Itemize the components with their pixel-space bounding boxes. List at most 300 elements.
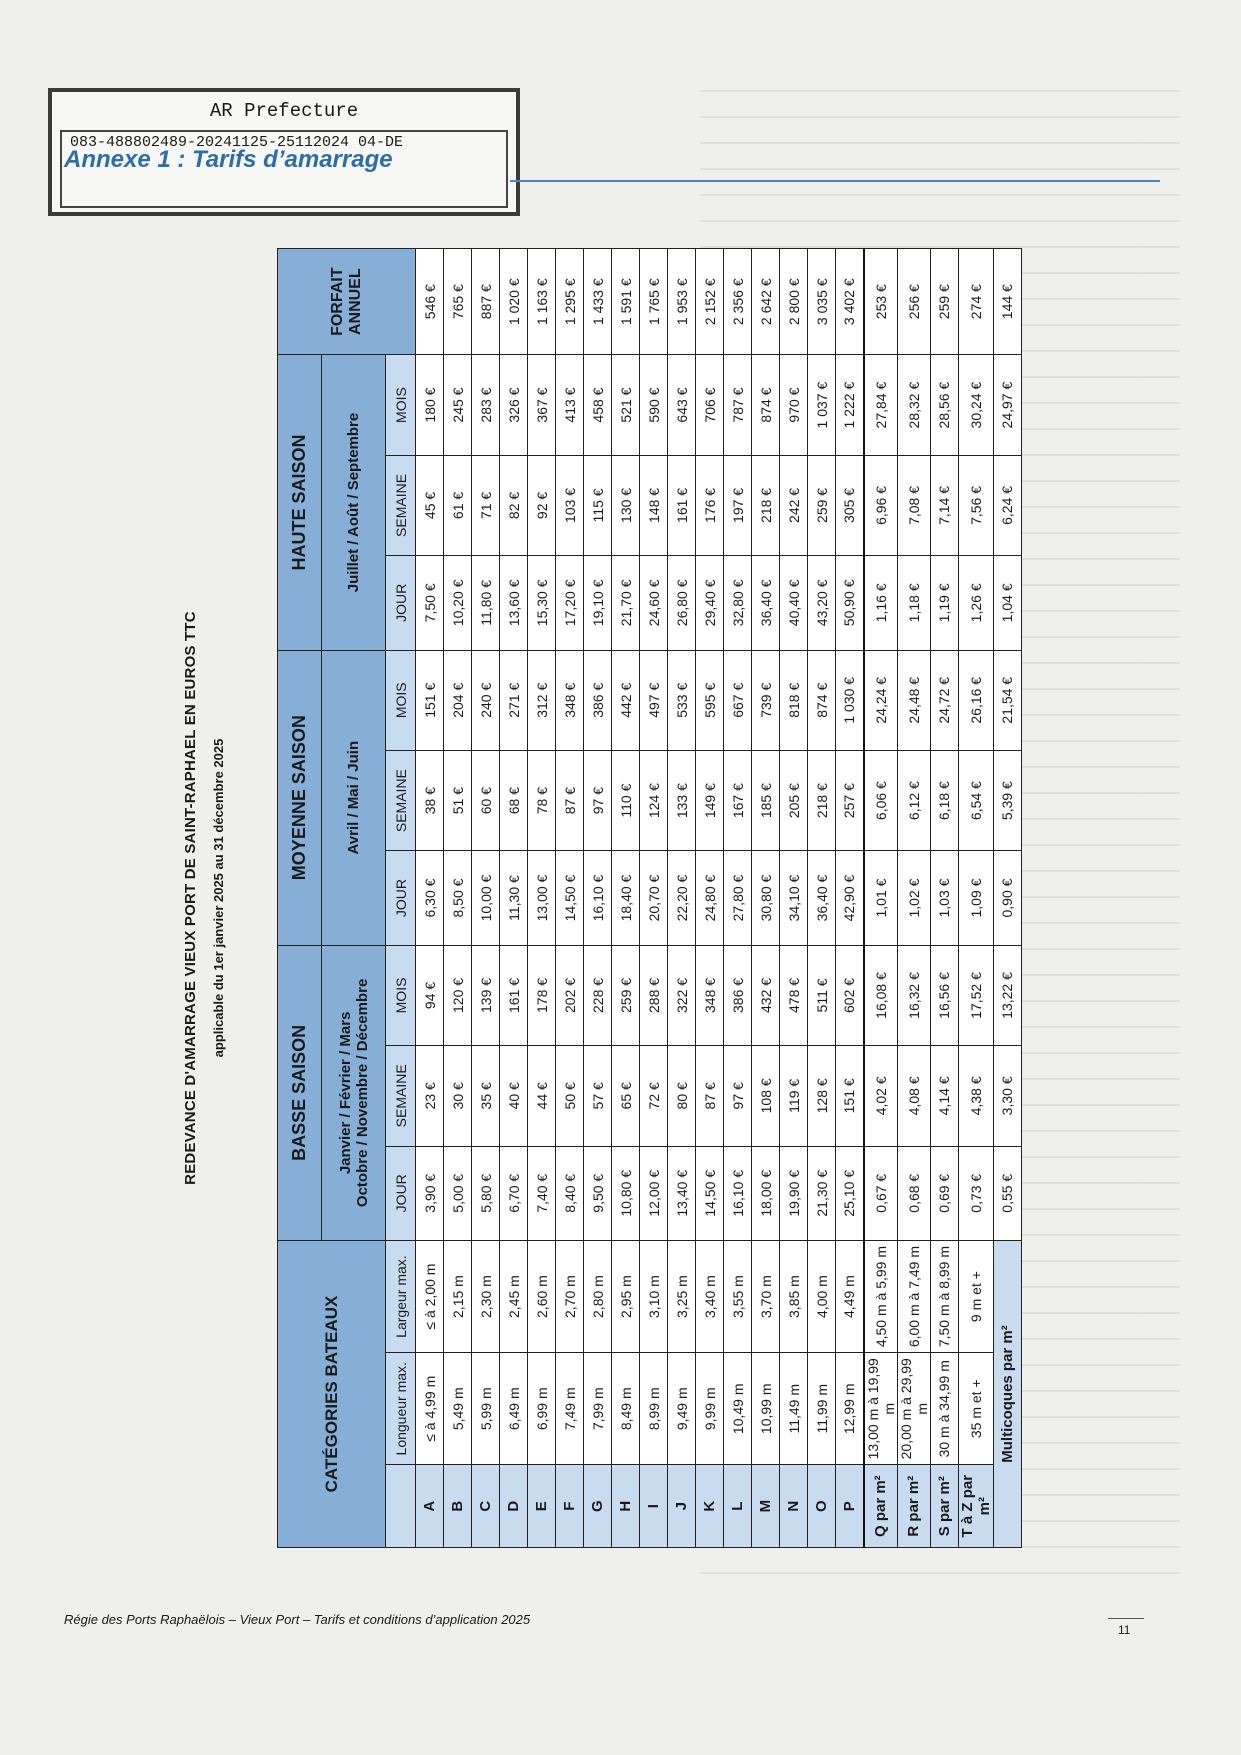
price-cell-b-sem: 40 € — [500, 1046, 528, 1146]
price-cell-h-mois: 874 € — [752, 355, 780, 455]
table-row — [584, 249, 612, 1548]
price-cell-m-sem: 6,54 € — [958, 750, 993, 850]
blank-cat-col — [386, 1465, 416, 1548]
price-cell-b-sem: 119 € — [780, 1046, 808, 1146]
longueur-cell: 9,99 m — [696, 1353, 724, 1465]
forfait-line1: FORFAIT — [328, 267, 346, 336]
price-cell-b-jour: 3,90 € — [416, 1146, 444, 1240]
price-cell-h-mois: 1 037 € — [808, 355, 836, 455]
page-number-rule — [1108, 1618, 1144, 1619]
table-row — [416, 249, 444, 1548]
price-cell-b-jour: 0,68 € — [897, 1146, 930, 1240]
haute-semaine-header: SEMAINE — [386, 455, 416, 555]
moyenne-saison-months: Avril / Mai / Juin — [322, 650, 386, 945]
price-cell-h-jour: 32,80 € — [724, 556, 752, 650]
price-cell-b-mois: 432 € — [752, 945, 780, 1045]
price-cell-h-jour: 1,16 € — [864, 556, 898, 650]
price-cell-h-mois: 413 € — [556, 355, 584, 455]
table-row — [556, 249, 584, 1548]
table-subtitle: applicable du 1er janvier 2025 au 31 décembre 2025 — [211, 738, 226, 1058]
price-cell-b-jour: 8,40 € — [556, 1146, 584, 1240]
price-cell-h-mois: 30,24 € — [958, 355, 993, 455]
price-cell-b-sem: 30 € — [444, 1046, 472, 1146]
largeur-cell: 3,25 m — [668, 1240, 696, 1352]
tariff-table — [277, 248, 1022, 1548]
table-row — [836, 249, 864, 1548]
price-cell-b-mois: 178 € — [528, 945, 556, 1045]
price-cell-m-jour: 16,10 € — [584, 851, 612, 945]
price-cell-b-jour: 18,00 € — [752, 1146, 780, 1240]
price-cell-m-mois: 24,24 € — [864, 650, 898, 750]
longueur-cell: 13,00 m à 19,99 m — [864, 1353, 898, 1465]
price-cell-m-mois: 312 € — [528, 650, 556, 750]
largeur-cell: 9 m et + — [958, 1240, 993, 1352]
price-cell-m-jour: 8,50 € — [444, 851, 472, 945]
multicoques-b-mois-cell: 13,22 € — [993, 945, 1021, 1045]
price-cell-h-sem: 242 € — [780, 455, 808, 555]
price-cell-h-mois: 787 € — [724, 355, 752, 455]
price-cell-b-sem: 65 € — [612, 1046, 640, 1146]
forfait-cell: 1 765 € — [640, 249, 668, 355]
price-cell-m-jour: 36,40 € — [808, 851, 836, 945]
multicoques-m-jour-cell: 0,90 € — [993, 851, 1021, 945]
price-cell-m-sem: 185 € — [752, 750, 780, 850]
categories-header: CATÉGORIES BATEAUX — [278, 1240, 386, 1547]
table-row — [780, 249, 808, 1548]
price-cell-h-mois: 180 € — [416, 355, 444, 455]
price-cell-h-mois: 283 € — [472, 355, 500, 455]
price-cell-h-jour: 15,30 € — [528, 556, 556, 650]
price-cell-b-mois: 602 € — [836, 945, 864, 1045]
multicoques-h-mois-cell: 24,97 € — [993, 355, 1021, 455]
price-cell-h-sem: 176 € — [696, 455, 724, 555]
price-cell-b-jour: 19,90 € — [780, 1146, 808, 1240]
price-cell-h-mois: 367 € — [528, 355, 556, 455]
longueur-cell: 6,49 m — [500, 1353, 528, 1465]
price-cell-b-sem: 80 € — [668, 1046, 696, 1146]
forfait-cell: 274 € — [958, 249, 993, 355]
price-cell-m-sem: 205 € — [780, 750, 808, 850]
price-cell-m-jour: 30,80 € — [752, 851, 780, 945]
price-cell-m-jour: 22,20 € — [668, 851, 696, 945]
multicoques-h-sem-cell: 6,24 € — [993, 455, 1021, 555]
price-cell-m-sem: 149 € — [696, 750, 724, 850]
forfait-cell: 2 800 € — [780, 249, 808, 355]
largeur-cell: 4,50 m à 5,99 m — [864, 1240, 898, 1352]
price-cell-m-mois: 386 € — [584, 650, 612, 750]
price-cell-m-mois: 271 € — [500, 650, 528, 750]
price-cell-h-sem: 130 € — [612, 455, 640, 555]
category-cell: R par m² — [897, 1465, 930, 1548]
price-cell-b-mois: 348 € — [696, 945, 724, 1045]
largeur-cell: 2,80 m — [584, 1240, 612, 1352]
price-cell-b-jour: 0,73 € — [958, 1146, 993, 1240]
longueur-cell: 11,49 m — [780, 1353, 808, 1465]
forfait-cell: 1 433 € — [584, 249, 612, 355]
price-cell-b-jour: 25,10 € — [836, 1146, 864, 1240]
price-cell-b-jour: 0,67 € — [864, 1146, 898, 1240]
price-cell-b-sem: 44 € — [528, 1046, 556, 1146]
longueur-cell: 10,49 m — [724, 1353, 752, 1465]
price-cell-m-jour: 1,01 € — [864, 851, 898, 945]
price-cell-m-mois: 533 € — [668, 650, 696, 750]
price-cell-m-mois: 442 € — [612, 650, 640, 750]
table-row — [958, 249, 993, 1548]
longueur-cell: 8,99 m — [640, 1353, 668, 1465]
category-cell: S par m² — [930, 1465, 958, 1548]
forfait-cell: 1 163 € — [528, 249, 556, 355]
forfait-cell: 765 € — [444, 249, 472, 355]
longueur-cell: 8,49 m — [612, 1353, 640, 1465]
price-cell-m-jour: 1,02 € — [897, 851, 930, 945]
price-cell-b-sem: 50 € — [556, 1046, 584, 1146]
longueur-cell: 35 m et + — [958, 1353, 993, 1465]
price-cell-b-jour: 9,50 € — [584, 1146, 612, 1240]
largeur-cell: 2,95 m — [612, 1240, 640, 1352]
price-cell-m-jour: 13,00 € — [528, 851, 556, 945]
price-cell-h-sem: 7,56 € — [958, 455, 993, 555]
multicoques-forfait-cell: 144 € — [993, 249, 1021, 355]
price-cell-h-sem: 197 € — [724, 455, 752, 555]
price-cell-m-mois: 24,72 € — [930, 650, 958, 750]
category-cell: I — [640, 1465, 668, 1548]
price-cell-m-jour: 18,40 € — [612, 851, 640, 945]
price-cell-h-sem: 218 € — [752, 455, 780, 555]
price-cell-b-sem: 4,14 € — [930, 1046, 958, 1146]
price-cell-b-sem: 23 € — [416, 1046, 444, 1146]
price-cell-m-mois: 1 030 € — [836, 650, 864, 750]
largeur-cell: ≤ à 2,00 m — [416, 1240, 444, 1352]
table-title: REDEVANCE D'AMARRAGE VIEUX PORT DE SAINT-RAPHAEL EN EUROS TTC — [182, 611, 199, 1185]
price-cell-m-sem: 257 € — [836, 750, 864, 850]
moyenne-saison-header: MOYENNE SAISON — [278, 650, 322, 945]
price-cell-m-sem: 6,12 € — [897, 750, 930, 850]
price-cell-b-sem: 87 € — [696, 1046, 724, 1146]
price-cell-h-jour: 10,20 € — [444, 556, 472, 650]
longueur-cell: 10,99 m — [752, 1353, 780, 1465]
price-cell-h-jour: 29,40 € — [696, 556, 724, 650]
forfait-cell: 1 295 € — [556, 249, 584, 355]
price-cell-m-mois: 667 € — [724, 650, 752, 750]
price-cell-h-jour: 7,50 € — [416, 556, 444, 650]
price-cell-m-mois: 818 € — [780, 650, 808, 750]
basse-jour-header: JOUR — [386, 1146, 416, 1240]
price-cell-b-mois: 94 € — [416, 945, 444, 1045]
price-cell-b-mois: 386 € — [724, 945, 752, 1045]
longueur-cell: 9,49 m — [668, 1353, 696, 1465]
price-cell-m-jour: 6,30 € — [416, 851, 444, 945]
price-cell-h-jour: 17,20 € — [556, 556, 584, 650]
price-cell-h-jour: 43,20 € — [808, 556, 836, 650]
price-cell-h-jour: 26,80 € — [668, 556, 696, 650]
price-cell-h-jour: 1,19 € — [930, 556, 958, 650]
largeur-cell: 4,49 m — [836, 1240, 864, 1352]
price-cell-h-sem: 82 € — [500, 455, 528, 555]
rotated-tariff-table — [182, 248, 1016, 1548]
price-cell-b-jour: 21,30 € — [808, 1146, 836, 1240]
table-row — [897, 249, 930, 1548]
price-cell-h-sem: 161 € — [668, 455, 696, 555]
price-cell-h-jour: 24,60 € — [640, 556, 668, 650]
price-cell-m-sem: 167 € — [724, 750, 752, 850]
largeur-cell: 6,00 m à 7,49 m — [897, 1240, 930, 1352]
price-cell-h-jour: 19,10 € — [584, 556, 612, 650]
table-row — [930, 249, 958, 1548]
table-row — [640, 249, 668, 1548]
price-cell-b-sem: 35 € — [472, 1046, 500, 1146]
price-cell-b-jour: 12,00 € — [640, 1146, 668, 1240]
price-cell-h-mois: 27,84 € — [864, 355, 898, 455]
longueur-cell: 20,00 m à 29,99 m — [897, 1353, 930, 1465]
price-cell-b-sem: 97 € — [724, 1046, 752, 1146]
price-cell-b-mois: 288 € — [640, 945, 668, 1045]
price-cell-h-sem: 6,96 € — [864, 455, 898, 555]
price-cell-m-jour: 1,09 € — [958, 851, 993, 945]
price-cell-h-sem: 148 € — [640, 455, 668, 555]
longueur-cell: 5,99 m — [472, 1353, 500, 1465]
longueur-cell: 12,99 m — [836, 1353, 864, 1465]
longueur-cell: 11,99 m — [808, 1353, 836, 1465]
forfait-cell: 2 642 € — [752, 249, 780, 355]
price-cell-m-mois: 739 € — [752, 650, 780, 750]
price-cell-b-sem: 4,38 € — [958, 1046, 993, 1146]
price-cell-h-mois: 970 € — [780, 355, 808, 455]
price-cell-h-sem: 7,14 € — [930, 455, 958, 555]
price-cell-h-jour: 11,80 € — [472, 556, 500, 650]
price-cell-h-jour: 1,18 € — [897, 556, 930, 650]
table-row — [752, 249, 780, 1548]
price-cell-b-mois: 139 € — [472, 945, 500, 1045]
price-cell-m-mois: 151 € — [416, 650, 444, 750]
price-cell-h-sem: 7,08 € — [897, 455, 930, 555]
price-cell-b-mois: 228 € — [584, 945, 612, 1045]
category-cell: N — [780, 1465, 808, 1548]
price-cell-h-sem: 305 € — [836, 455, 864, 555]
price-cell-b-mois: 259 € — [612, 945, 640, 1045]
price-cell-m-jour: 14,50 € — [556, 851, 584, 945]
largeur-cell: 3,40 m — [696, 1240, 724, 1352]
price-cell-m-mois: 348 € — [556, 650, 584, 750]
moyenne-semaine-header: SEMAINE — [386, 750, 416, 850]
footer-text: Régie des Ports Raphaëlois – Vieux Port – Tarifs et conditions d’application 2025 — [64, 1612, 531, 1627]
category-cell: P — [836, 1465, 864, 1548]
price-cell-b-jour: 0,69 € — [930, 1146, 958, 1240]
basse-semaine-header: SEMAINE — [386, 1046, 416, 1146]
price-cell-m-sem: 6,06 € — [864, 750, 898, 850]
price-cell-m-mois: 204 € — [444, 650, 472, 750]
tariff-rows — [416, 249, 1022, 1548]
multicoques-label: Multicoques par m² — [993, 1240, 1021, 1547]
price-cell-h-sem: 259 € — [808, 455, 836, 555]
price-cell-b-jour: 5,80 € — [472, 1146, 500, 1240]
category-cell: M — [752, 1465, 780, 1548]
forfait-cell: 259 € — [930, 249, 958, 355]
price-cell-h-jour: 13,60 € — [500, 556, 528, 650]
price-cell-m-jour: 1,03 € — [930, 851, 958, 945]
forfait-cell: 2 356 € — [724, 249, 752, 355]
category-cell: J — [668, 1465, 696, 1548]
price-cell-m-mois: 497 € — [640, 650, 668, 750]
price-cell-m-mois: 26,16 € — [958, 650, 993, 750]
price-cell-b-mois: 16,32 € — [897, 945, 930, 1045]
price-cell-m-jour: 42,90 € — [836, 851, 864, 945]
price-cell-h-mois: 326 € — [500, 355, 528, 455]
table-row — [472, 249, 500, 1548]
price-cell-m-jour: 34,10 € — [780, 851, 808, 945]
price-cell-m-sem: 68 € — [500, 750, 528, 850]
forfait-cell: 887 € — [472, 249, 500, 355]
table-row-multicoques — [993, 249, 1021, 1548]
largeur-cell: 2,15 m — [444, 1240, 472, 1352]
longueur-cell: 6,99 m — [528, 1353, 556, 1465]
price-cell-h-sem: 45 € — [416, 455, 444, 555]
largeur-cell: 2,45 m — [500, 1240, 528, 1352]
largeur-cell: 3,85 m — [780, 1240, 808, 1352]
longueur-header: Longueur max. — [386, 1353, 416, 1465]
forfait-annuel-header — [278, 249, 416, 355]
price-cell-m-mois: 595 € — [696, 650, 724, 750]
table-row — [864, 249, 898, 1548]
price-cell-b-mois: 478 € — [780, 945, 808, 1045]
price-cell-m-sem: 133 € — [668, 750, 696, 850]
basse-saison-months — [322, 945, 386, 1240]
moyenne-jour-header: JOUR — [386, 851, 416, 945]
stamp-reference: 083-488802489-20241125-25112024 04-DE — [70, 134, 404, 151]
price-cell-b-jour: 13,40 € — [668, 1146, 696, 1240]
price-cell-h-sem: 92 € — [528, 455, 556, 555]
price-cell-b-jour: 16,10 € — [724, 1146, 752, 1240]
title-underline — [510, 180, 1160, 182]
multicoques-m-mois-cell: 21,54 € — [993, 650, 1021, 750]
basse-months-line1: Janvier / Février / Mars — [336, 1011, 354, 1175]
price-cell-m-sem: 124 € — [640, 750, 668, 850]
largeur-cell: 3,10 m — [640, 1240, 668, 1352]
category-cell: D — [500, 1465, 528, 1548]
price-cell-b-sem: 4,02 € — [864, 1046, 898, 1146]
longueur-cell: ≤ à 4,99 m — [416, 1353, 444, 1465]
forfait-cell: 256 € — [897, 249, 930, 355]
forfait-cell: 1 020 € — [500, 249, 528, 355]
basse-months-line2: Octobre / Novembre / Décembre — [353, 978, 371, 1208]
largeur-cell: 2,60 m — [528, 1240, 556, 1352]
price-cell-m-jour: 20,70 € — [640, 851, 668, 945]
forfait-cell: 546 € — [416, 249, 444, 355]
forfait-cell: 2 152 € — [696, 249, 724, 355]
price-cell-b-jour: 10,80 € — [612, 1146, 640, 1240]
price-cell-m-jour: 10,00 € — [472, 851, 500, 945]
price-cell-b-sem: 151 € — [836, 1046, 864, 1146]
table-row — [444, 249, 472, 1548]
price-cell-b-sem: 4,08 € — [897, 1046, 930, 1146]
category-cell: G — [584, 1465, 612, 1548]
forfait-cell: 253 € — [864, 249, 898, 355]
forfait-cell: 1 591 € — [612, 249, 640, 355]
table-row — [696, 249, 724, 1548]
page-number: 11 — [1118, 1623, 1131, 1637]
longueur-cell: 5,49 m — [444, 1353, 472, 1465]
haute-jour-header: JOUR — [386, 556, 416, 650]
price-cell-b-mois: 511 € — [808, 945, 836, 1045]
price-cell-m-mois: 874 € — [808, 650, 836, 750]
price-cell-h-sem: 115 € — [584, 455, 612, 555]
price-cell-b-jour: 6,70 € — [500, 1146, 528, 1240]
largeur-header: Largeur max. — [386, 1240, 416, 1352]
longueur-cell: 7,99 m — [584, 1353, 612, 1465]
forfait-line2: ANNUEL — [346, 268, 364, 336]
price-cell-m-sem: 87 € — [556, 750, 584, 850]
price-cell-m-sem: 60 € — [472, 750, 500, 850]
price-cell-h-jour: 21,70 € — [612, 556, 640, 650]
basse-saison-header: BASSE SAISON — [278, 945, 322, 1240]
price-cell-b-mois: 16,08 € — [864, 945, 898, 1045]
price-cell-h-mois: 643 € — [668, 355, 696, 455]
category-cell: B — [444, 1465, 472, 1548]
price-cell-m-sem: 110 € — [612, 750, 640, 850]
price-cell-h-mois: 590 € — [640, 355, 668, 455]
annexe-title: Annexe 1 : Tarifs d’amarrage — [64, 146, 393, 173]
price-cell-m-mois: 24,48 € — [897, 650, 930, 750]
largeur-cell: 3,70 m — [752, 1240, 780, 1352]
haute-saison-header: HAUTE SAISON — [278, 355, 322, 650]
price-cell-h-mois: 706 € — [696, 355, 724, 455]
table-row — [668, 249, 696, 1548]
longueur-cell: 30 m à 34,99 m — [930, 1353, 958, 1465]
price-cell-h-sem: 103 € — [556, 455, 584, 555]
largeur-cell: 7,50 m à 8,99 m — [930, 1240, 958, 1352]
table-row — [724, 249, 752, 1548]
category-cell: E — [528, 1465, 556, 1548]
price-cell-m-sem: 6,18 € — [930, 750, 958, 850]
price-cell-h-mois: 521 € — [612, 355, 640, 455]
price-cell-b-mois: 16,56 € — [930, 945, 958, 1045]
stamp-title: AR Prefecture — [209, 100, 359, 122]
moyenne-mois-header: MOIS — [386, 650, 416, 750]
forfait-cell: 3 402 € — [836, 249, 864, 355]
price-cell-h-mois: 28,56 € — [930, 355, 958, 455]
price-cell-m-mois: 240 € — [472, 650, 500, 750]
price-cell-h-mois: 245 € — [444, 355, 472, 455]
category-cell: K — [696, 1465, 724, 1548]
price-cell-h-jour: 1,26 € — [958, 556, 993, 650]
table-row — [612, 249, 640, 1548]
category-cell: Q par m² — [864, 1465, 898, 1548]
category-cell: T à Z par m² — [958, 1465, 993, 1548]
haute-mois-header: MOIS — [386, 355, 416, 455]
price-cell-b-sem: 128 € — [808, 1046, 836, 1146]
price-cell-b-mois: 120 € — [444, 945, 472, 1045]
price-cell-b-sem: 108 € — [752, 1046, 780, 1146]
table-row — [528, 249, 556, 1548]
price-cell-m-sem: 38 € — [416, 750, 444, 850]
price-cell-m-sem: 51 € — [444, 750, 472, 850]
multicoques-m-sem-cell: 5,39 € — [993, 750, 1021, 850]
haute-saison-months: Juillet / Août / Septembre — [322, 355, 386, 650]
longueur-cell: 7,49 m — [556, 1353, 584, 1465]
category-cell: A — [416, 1465, 444, 1548]
largeur-cell: 4,00 m — [808, 1240, 836, 1352]
multicoques-b-sem-cell: 3,30 € — [993, 1046, 1021, 1146]
price-cell-m-jour: 11,30 € — [500, 851, 528, 945]
price-cell-m-sem: 97 € — [584, 750, 612, 850]
price-cell-h-mois: 28,32 € — [897, 355, 930, 455]
price-cell-h-sem: 61 € — [444, 455, 472, 555]
price-cell-h-jour: 50,90 € — [836, 556, 864, 650]
category-cell: H — [612, 1465, 640, 1548]
price-cell-m-jour: 24,80 € — [696, 851, 724, 945]
price-cell-b-mois: 322 € — [668, 945, 696, 1045]
price-cell-h-mois: 1 222 € — [836, 355, 864, 455]
forfait-cell: 3 035 € — [808, 249, 836, 355]
